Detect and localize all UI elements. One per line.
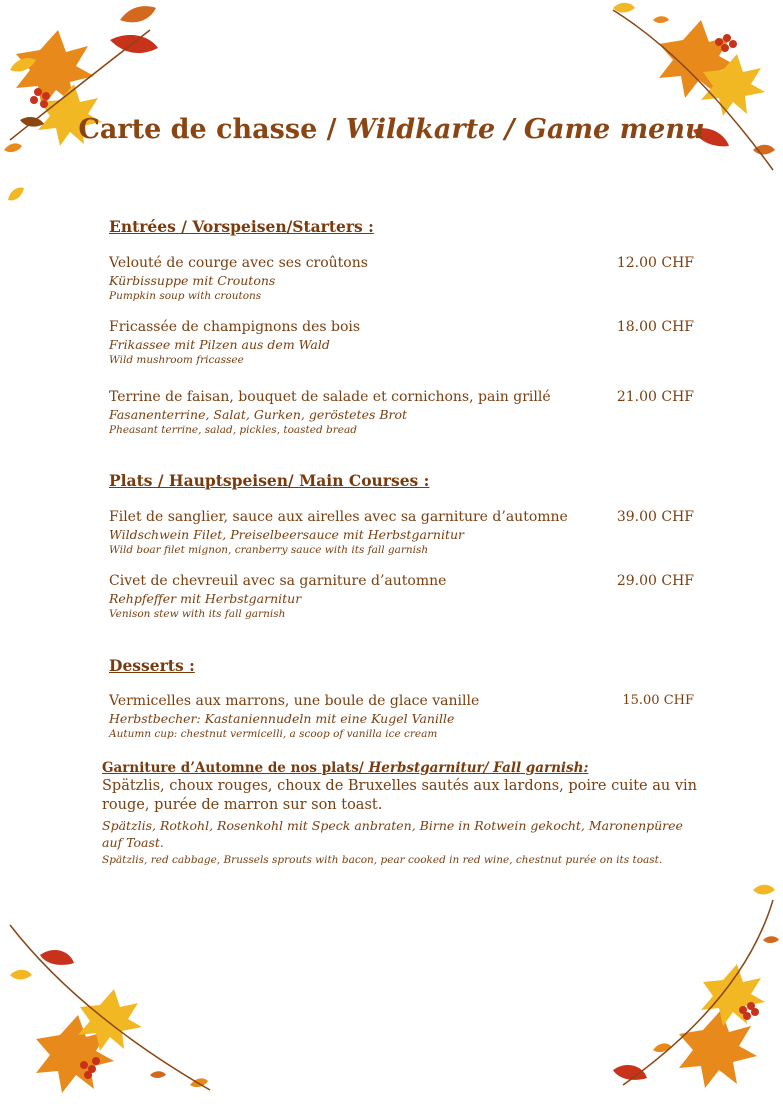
- garnish-heading: [102, 760, 702, 776]
- menu-item: [109, 693, 694, 740]
- garnish-text-fr: Spätzlis, choux rouges, choux de Bruxelles sautés aux lardons, poire cuite au vin rouge, purée de marron sur son toast.: [102, 778, 697, 813]
- item-name-de: Wildschwein Filet, Preiselbeersauce mit Herbstgarnitur: [109, 527, 464, 542]
- item-name-de: Fasanenterrine, Salat, Gurken, geröstetes Brot: [109, 407, 408, 422]
- item-name-de: Frikassee mit Pilzen aus dem Wald: [109, 337, 330, 352]
- item-price: 15.00 CHF: [622, 693, 694, 708]
- item-name-fr: Velouté de courge avec ses croûtons: [109, 255, 368, 271]
- item-name-en: Pumpkin soup with croutons: [109, 290, 262, 302]
- item-name-de: Herbstbecher: Kastaniennudeln mit eine Kugel Vanille: [109, 711, 455, 726]
- title-part2: Wildkarte / Game menu: [345, 114, 705, 145]
- item-name-en: Wild mushroom fricassee: [109, 354, 244, 366]
- menu-item: [109, 573, 694, 620]
- item-name-en: Pheasant terrine, salad, pickles, toasted bread: [109, 424, 357, 436]
- item-name-en: Autumn cup: chestnut vermicelli, a scoop of vanilla ice cream: [109, 728, 438, 740]
- item-name-fr: Vermicelles aux marrons, une boule de glace vanille: [109, 693, 480, 709]
- garnish-heading-rest: Herbstgarnitur/ Fall garnish:: [368, 760, 589, 776]
- garnish-text-de: Spätzlis, Rotkohl, Rosenkohl mit Speck anbraten, Birne in Rotwein gekocht, Maronenpüree auf Toast.: [102, 818, 683, 850]
- menu-item: [109, 255, 694, 302]
- item-name-en: Wild boar filet mignon, cranberry sauce with its fall garnish: [109, 544, 429, 556]
- section-heading-desserts: Desserts :: [109, 656, 195, 675]
- autumn-leaves-icon: [593, 880, 783, 1107]
- item-name-fr: Filet de sanglier, sauce aux airelles avec sa garniture d’automne: [109, 509, 568, 525]
- item-price: 39.00 CHF: [616, 509, 694, 525]
- page-title: [0, 114, 783, 145]
- garnish-block: [102, 760, 702, 866]
- item-price: 29.00 CHF: [616, 573, 694, 589]
- item-price: 21.00 CHF: [616, 389, 694, 405]
- autumn-leaves-icon: [553, 0, 783, 190]
- section-heading-mains: Plats / Hauptspeisen/ Main Courses :: [109, 471, 430, 490]
- garnish-heading-fr: Garniture d’Automne de nos plats/: [102, 760, 369, 776]
- item-name-de: Rehpfeffer mit Herbstgarnitur: [109, 591, 302, 606]
- menu-item: [109, 509, 694, 556]
- item-name-fr: Terrine de faisan, bouquet de salade et cornichons, pain grillé: [109, 389, 551, 405]
- menu-item: [109, 319, 694, 366]
- item-name-de: Kürbissuppe mit Croutons: [109, 273, 276, 288]
- item-name-fr: Fricassée de champignons des bois: [109, 319, 361, 335]
- item-price: 18.00 CHF: [616, 319, 694, 335]
- section-heading-starters: Entrées / Vorspeisen/Starters :: [109, 217, 374, 236]
- item-name-fr: Civet de chevreuil avec sa garniture d’automne: [109, 573, 447, 589]
- title-part1: Carte de chasse /: [78, 114, 337, 145]
- item-name-en: Venison stew with its fall garnish: [109, 608, 286, 620]
- garnish-text-en: Spätzlis, red cabbage, Brussels sprouts with bacon, pear cooked in red wine, chestnut purée on its toast.: [102, 854, 663, 866]
- item-price: 12.00 CHF: [616, 255, 694, 271]
- menu-item: [109, 389, 694, 436]
- autumn-leaves-icon: [0, 915, 230, 1105]
